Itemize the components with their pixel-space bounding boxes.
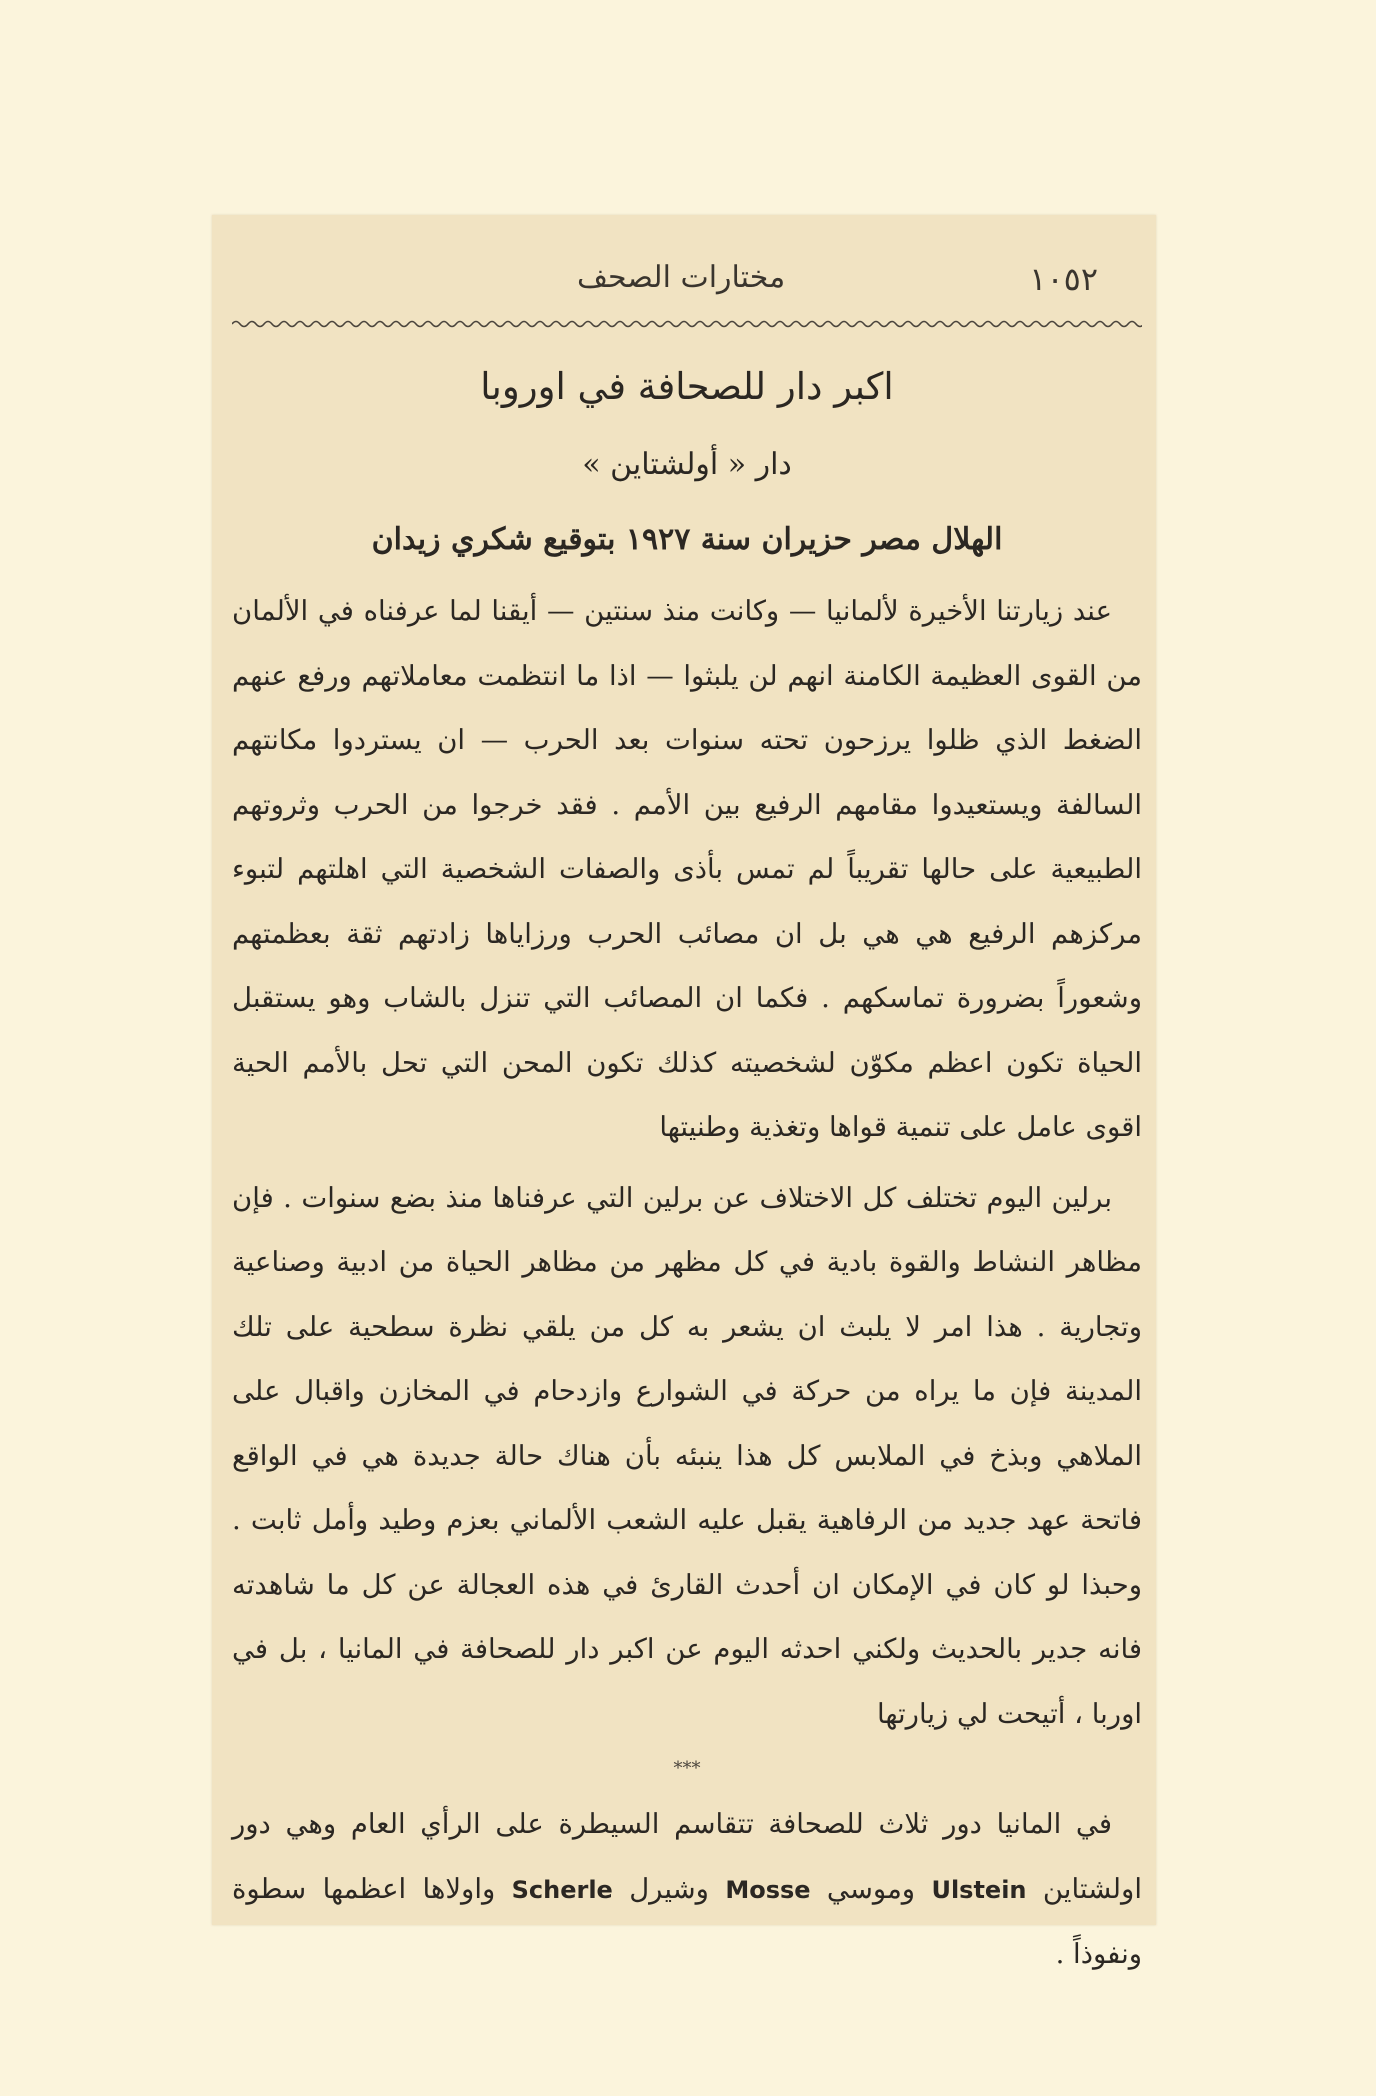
paragraph-3-end: واولاها اعظمها سطوة ونفوذاً . — [232, 1872, 1142, 1970]
latin-ulstein: Ulstein — [931, 1875, 1027, 1904]
latin-scherle: Scherle — [511, 1875, 613, 1904]
article-subtitle: دار « أولشتاين » — [582, 447, 792, 482]
running-title: مختارات الصحف — [577, 260, 786, 295]
paragraph-3 — [232, 1792, 1142, 1987]
latin-mosse: Mosse — [725, 1875, 811, 1904]
section-separator: *** — [673, 1758, 701, 1779]
article-title: اكبر دار للصحافة في اوروبا — [480, 365, 894, 408]
page-header — [212, 260, 1156, 310]
article — [232, 345, 1142, 1987]
and-scherl: وشيرل — [629, 1872, 709, 1905]
book-page — [212, 215, 1156, 1970]
page-number: ١٠٥٢ — [1029, 260, 1098, 298]
article-source: الهلال مصر حزيران سنة ١٩٢٧ بتوقيع شكري زيدان — [371, 522, 1003, 557]
wavy-divider — [232, 317, 1142, 331]
and-mosse: وموسي — [826, 1872, 916, 1905]
paragraph-2: برلين اليوم تختلف كل الاختلاف عن برلين التي عرفناها منذ بضع سنوات . فإن مظاهر النشاط والقوة بادية في كل مظهر من مظاهر الحياة من ادبية وصناعية وتجارية . هذا امر لا يلبث ان يشعر به كل من يلقي نظرة سطحية على تلك المدينة فإن ما يراه من حركة في الشوارع وازدحام في المخازن واقبال على الملاهي وبذخ في الملابس كل هذا ينبئه بأن هناك حالة جديدة هي في الواقع فاتحة عهد جديد من الرفاهية يقبل عليه الشعب الألماني بعزم وطيد وأمل ثابت . وحبذا لو كان في الإمكان ان أحدث القارئ في هذه العجالة عن كل ما شاهدته فانه جدير بالحديث ولكني احدثه اليوم عن اكبر دار للصحافة في المانيا ، بل في اوربا ، أتيحت لي زيارتها — [232, 1181, 1143, 1730]
paragraph-1: عند زيارتنا الأخيرة لألمانيا — وكانت منذ سنتين — أيقنا لما عرفناه في الألمان من القوى العظيمة الكامنة انهم لن يلبثوا — اذا ما انتظمت معاملاتهم ورفع عنهم الضغط الذي ظلوا يرزحون تحته سنوات بعد الحرب — ان يستردوا مكانتهم السالفة ويستعيدوا مقامهم الرفيع بين الأمم . فقد خرجوا من الحرب وثروتهم الطبيعية على حالها تقريباً لم تمس بأذى والصفات الشخصية التي اهلتهم لتبوء مركزهم الرفيع هي هي بل ان مصائب الحرب ورزاياها زادتهم ثقة بعظمتهم وشعوراً بضرورة تماسكهم . فكما ان المصائب التي تنزل بالشاب وهو يستقبل الحياة تكون اعظم مكوّن لشخصيته كذلك تكون المحن التي تحل بالأمم الحية اقوى عامل على تنمية قواها وتغذية وطنيتها — [232, 595, 1142, 1143]
paragraph-3-start: في المانيا دور ثلاث للصحافة تتقاسم السيطرة على الرأي العام وهي دور اولشتاين — [232, 1808, 1142, 1905]
